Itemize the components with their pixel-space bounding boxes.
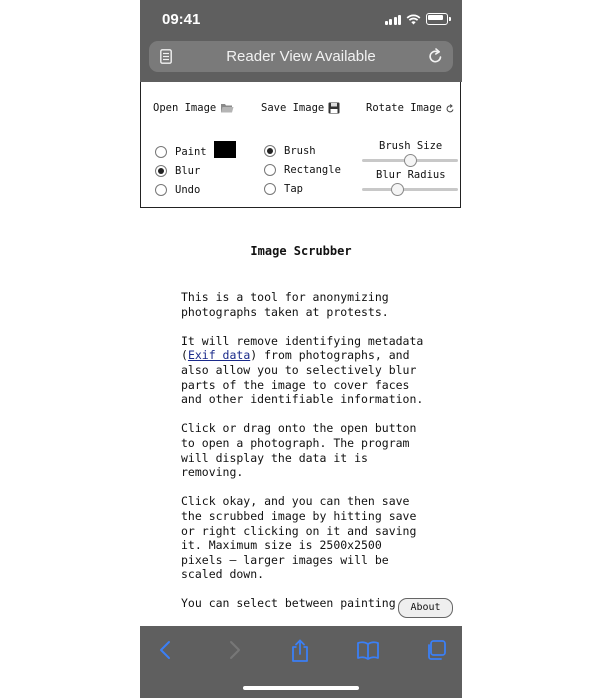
brush-label: Brush (284, 145, 316, 157)
bookmarks-icon[interactable] (356, 639, 380, 661)
tap-option[interactable] (264, 183, 303, 195)
undo-radio[interactable] (155, 184, 167, 196)
rectangle-option[interactable] (264, 164, 341, 176)
tap-radio[interactable] (264, 183, 276, 195)
paragraph-metadata-end: ) from photographs, and also allow you to selectively blur parts of the image to cover faces and other identifiable information. (181, 348, 424, 407)
status-icons (385, 13, 449, 25)
brush-size-label: Brush Size (379, 140, 443, 152)
brush-size-thumb[interactable] (404, 154, 417, 167)
paragraph-open: Click or drag onto the open button to open a photograph. The program will display the data it is removing. (181, 421, 417, 480)
browser-bottom-bar (140, 626, 462, 698)
url-bar[interactable] (149, 41, 453, 72)
article-body (181, 290, 429, 626)
paint-option[interactable] (155, 146, 207, 158)
status-time: 09:41 (162, 11, 201, 28)
open-image-label: Open Image (153, 102, 217, 114)
paint-radio[interactable] (155, 146, 167, 158)
blur-label: Blur (175, 165, 201, 177)
home-indicator[interactable] (243, 686, 359, 690)
rectangle-radio[interactable] (264, 164, 276, 176)
paragraph-intro: This is a tool for anonymizing photographs taken at protests. (181, 290, 389, 319)
rectangle-label: Rectangle (284, 164, 341, 176)
brush-radio[interactable] (264, 145, 276, 157)
blur-option[interactable] (155, 165, 200, 177)
brush-option[interactable] (264, 145, 316, 157)
undo-option[interactable] (155, 184, 200, 196)
paragraph-select: You can select between painting (181, 596, 396, 611)
forward-icon[interactable] (224, 639, 244, 661)
rotate-image-button[interactable] (366, 102, 455, 114)
browser-top-bar (140, 0, 462, 82)
brush-size-slider[interactable] (362, 159, 458, 162)
phone-screen (140, 0, 462, 698)
page-title: Image Scrubber (250, 244, 352, 258)
paragraph-metadata-start: It will remove identifying metadata ( (181, 333, 424, 363)
save-image-label: Save Image (261, 102, 325, 114)
tabs-icon[interactable] (425, 639, 447, 661)
undo-label: Undo (175, 184, 201, 196)
reload-icon[interactable] (428, 48, 443, 64)
back-icon[interactable] (156, 639, 176, 661)
paragraph-save: Click okay, and you can then save the scrubbed image by hitting save or right clicking on it and saving it. Maximum size is 2500x2500 pixels – larger images will be scaled down. (181, 494, 417, 582)
tool-panel (140, 82, 461, 208)
save-image-button[interactable] (261, 102, 340, 114)
floppy-disk-icon (328, 102, 340, 114)
about-button[interactable]: About (398, 598, 453, 618)
share-icon[interactable] (290, 639, 310, 663)
blur-radio[interactable] (155, 165, 167, 177)
paragraph-metadata (181, 334, 429, 407)
reader-view-title[interactable]: Reader View Available (226, 48, 376, 65)
blur-radius-label: Blur Radius (376, 169, 446, 181)
blur-radius-thumb[interactable] (391, 183, 404, 196)
rotate-image-label: Rotate Image (366, 102, 442, 114)
tap-label: Tap (284, 183, 303, 195)
blur-radius-slider[interactable] (362, 188, 458, 191)
rotate-icon (446, 104, 455, 113)
cellular-signal-icon (385, 14, 402, 25)
folder-icon (220, 102, 234, 114)
battery-icon (426, 13, 448, 25)
wifi-icon (406, 14, 421, 25)
exif-data-link[interactable]: Exif data (187, 348, 251, 363)
paint-label: Paint (175, 146, 207, 158)
open-image-button[interactable] (153, 102, 234, 114)
paint-color-swatch[interactable] (214, 141, 236, 158)
